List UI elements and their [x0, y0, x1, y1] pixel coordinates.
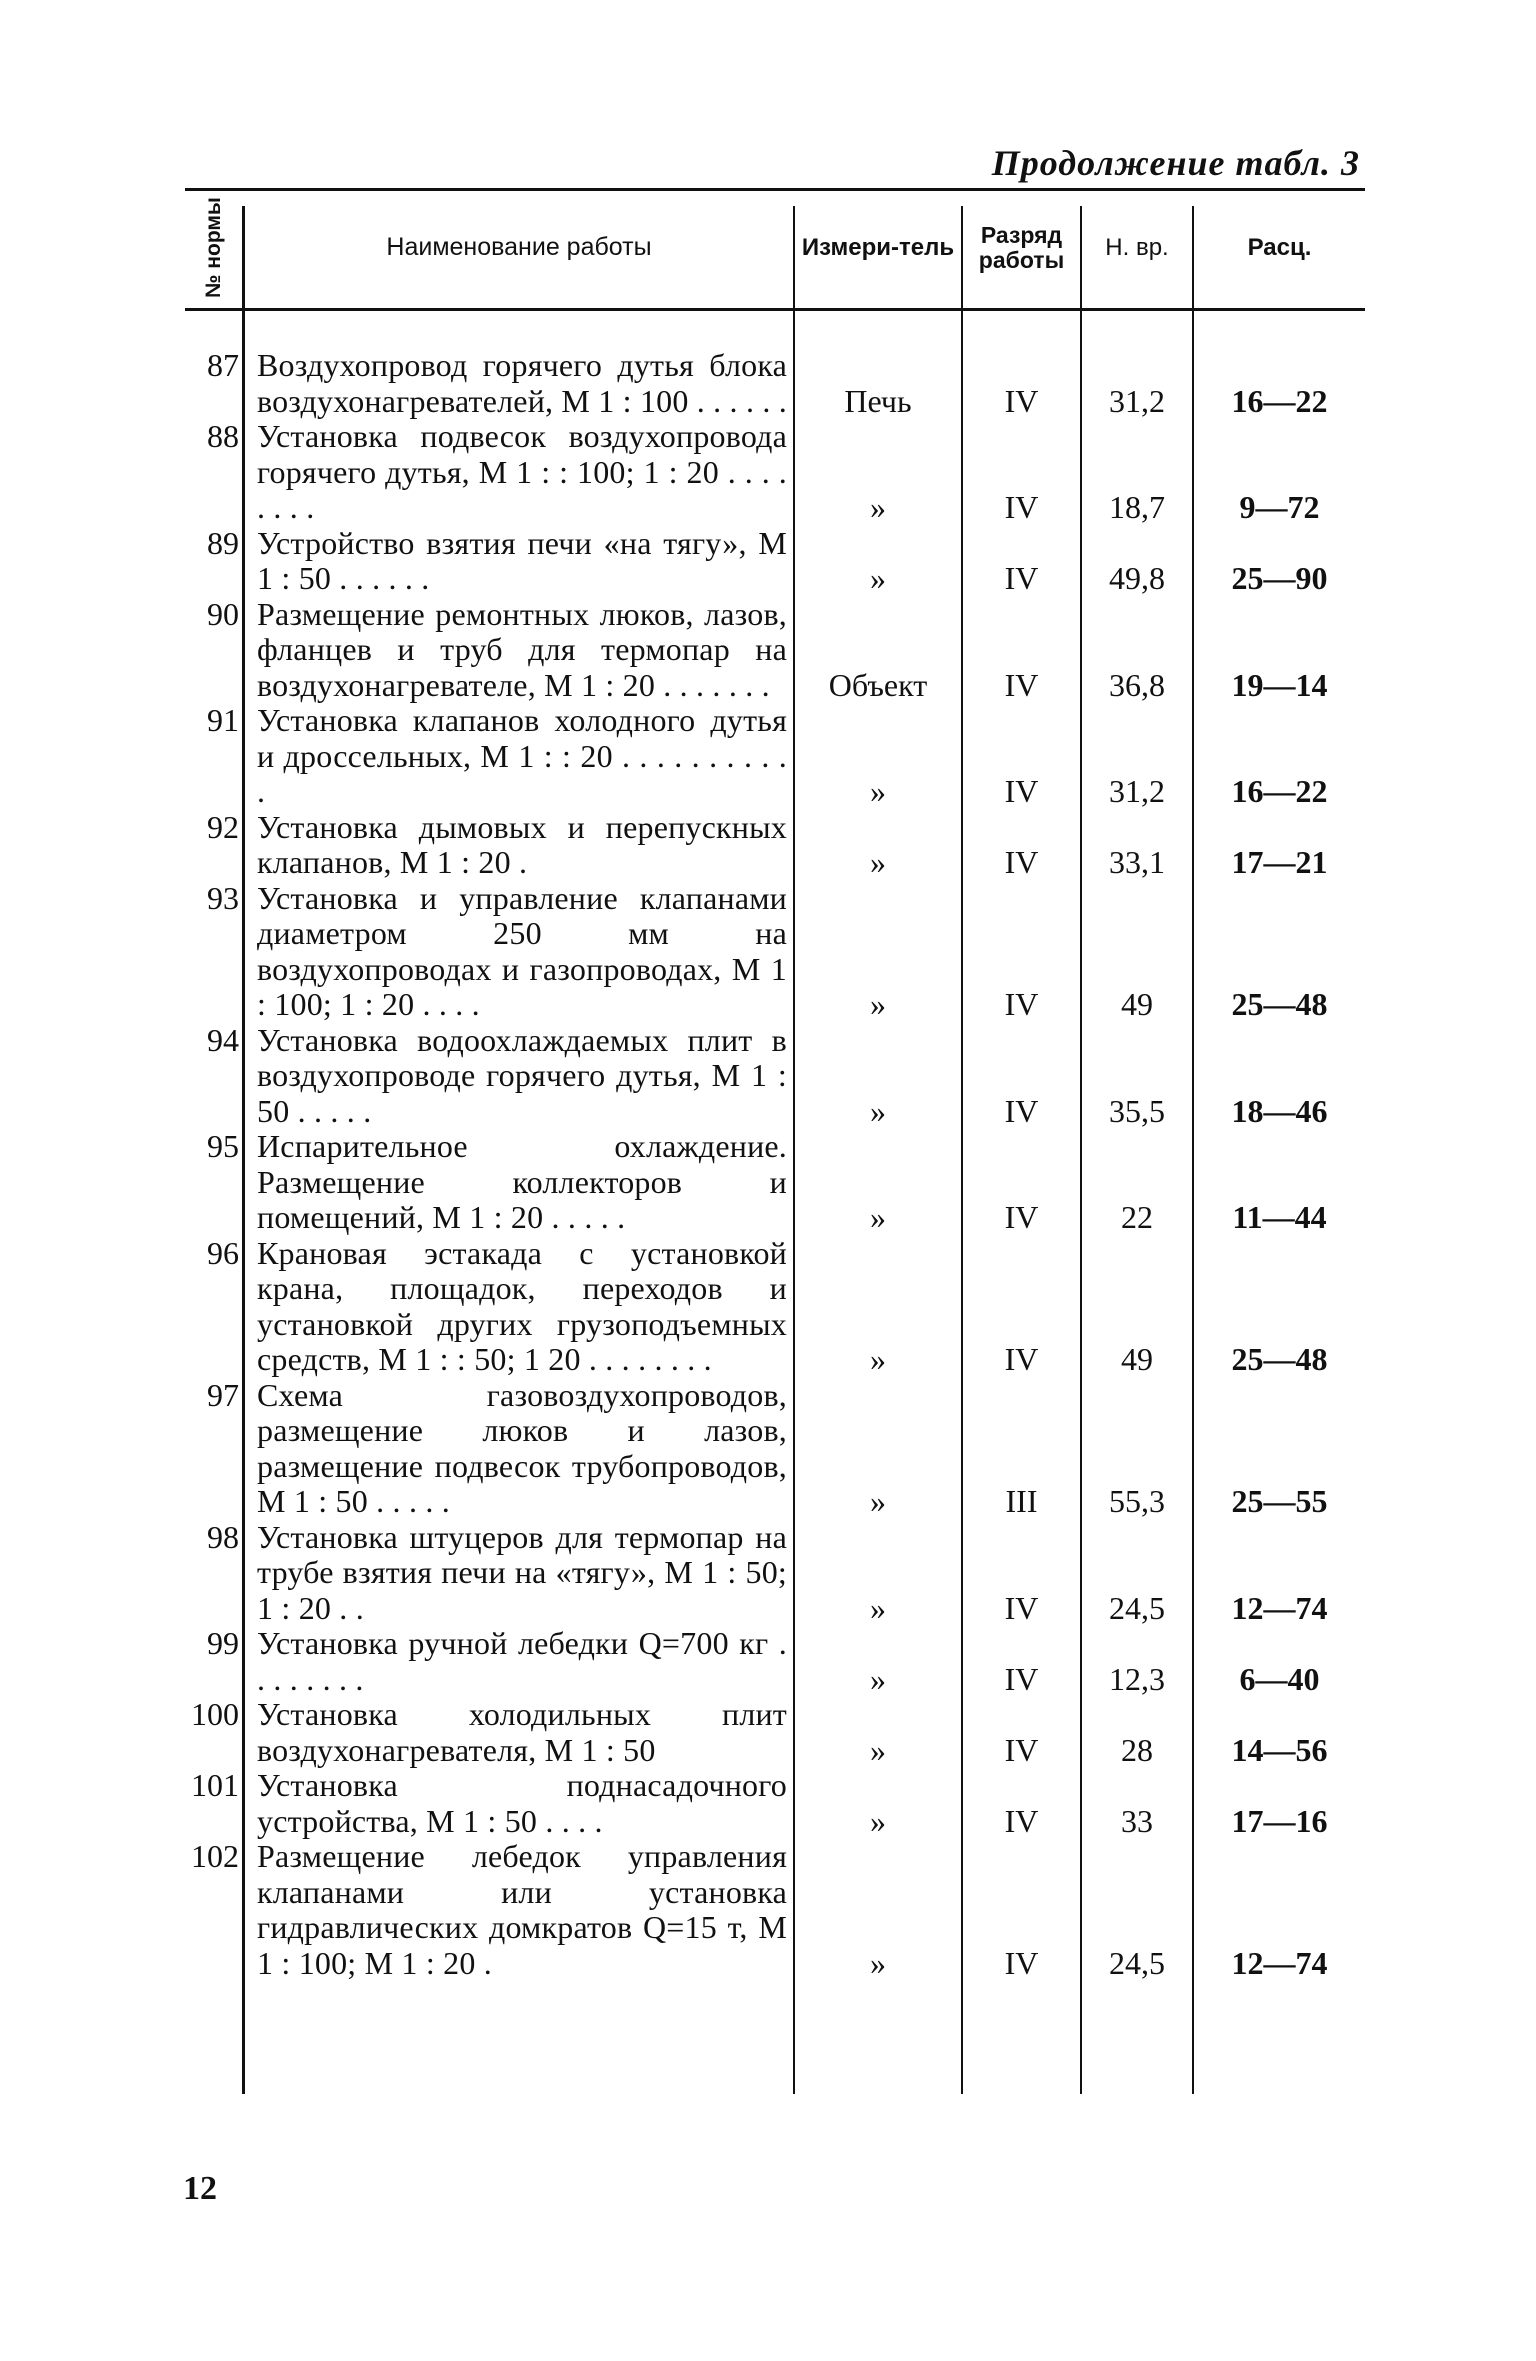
norm-number: 98 — [207, 1518, 239, 1555]
measure-unit: » — [870, 560, 886, 596]
table-row — [185, 526, 1365, 597]
rate-value: 25—90 — [1231, 560, 1328, 596]
table-header-bottom-rule — [185, 308, 1365, 311]
time-norm: 55,3 — [1109, 1483, 1165, 1519]
norm-number: 93 — [207, 879, 239, 916]
work-name: Установка ручной лебедки Q=700 кг . . . . . . . . — [257, 1625, 787, 1697]
column-header-rate: Расц. — [1247, 233, 1312, 261]
norm-number: 100 — [191, 1696, 239, 1732]
time-norm: 49,8 — [1109, 560, 1165, 596]
measure-unit: » — [870, 489, 886, 525]
time-norm: 35,5 — [1109, 1092, 1165, 1129]
work-grade: IV — [1004, 489, 1039, 525]
work-grade: IV — [1004, 560, 1039, 596]
table-row — [185, 1697, 1365, 1768]
column-header-number — [185, 188, 242, 308]
table-row — [185, 1236, 1365, 1378]
work-grade: IV — [1004, 1199, 1039, 1235]
rate-value: 17—16 — [1231, 1802, 1328, 1839]
work-grade: III — [1005, 1483, 1038, 1519]
work-grade: IV — [1004, 986, 1039, 1022]
time-norm: 18,7 — [1109, 489, 1165, 525]
table-row — [185, 1129, 1365, 1236]
work-name: Установка подвесок воздухопровода горячего дутья, М 1 : : 100; 1 : 20 . . . . . . . . — [257, 418, 787, 525]
work-name: Размещение ремонтных люков, лазов, фланцев и труб для термопар на воздухонагревателе, М 1 : 20 . . . . . . . — [257, 595, 787, 703]
work-grade: IV — [1004, 773, 1039, 809]
rate-value: 25—48 — [1231, 1341, 1328, 1377]
page-number: 12 — [183, 2170, 217, 2207]
rate-value: 14—56 — [1231, 1731, 1328, 1768]
measure-unit: » — [870, 1483, 886, 1519]
measure-unit: » — [870, 773, 886, 809]
measure-unit: » — [870, 1092, 886, 1129]
norm-number: 95 — [207, 1128, 239, 1164]
work-name: Крановая эстакада с установкой крана, площадок, переходов и установкой других грузоподъемных средств, М 1 : : 50; 1 20 . . . . . . . . — [257, 1234, 787, 1377]
column-header-hours: Н. вр. — [1105, 233, 1169, 261]
rate-value: 9—72 — [1239, 489, 1320, 525]
rate-value: 19—14 — [1231, 666, 1328, 703]
measure-unit: » — [870, 1660, 886, 1697]
table-continuation-caption: Продолжение табл. 3 — [991, 143, 1360, 183]
table-row — [185, 1520, 1365, 1627]
work-grade: IV — [1004, 1341, 1039, 1377]
time-norm: 31,2 — [1109, 773, 1165, 809]
table-row — [185, 1378, 1365, 1520]
rate-value: 25—55 — [1231, 1483, 1328, 1519]
measure-unit: » — [870, 844, 886, 880]
time-norm: 36,8 — [1109, 666, 1165, 703]
work-name: Схема газовоздухопроводов, размещение люков и лазов, размещение подвесок трубопроводов, М 1 : 50 . . . . . — [257, 1376, 787, 1519]
work-name: Установка клапанов холодного дутья и дроссельных, М 1 : : 20 . . . . . . . . . . . — [257, 702, 787, 809]
work-grade: IV — [1004, 1802, 1039, 1839]
column-header-number-label: № нормы — [201, 197, 225, 299]
norm-number: 91 — [207, 702, 239, 738]
measure-unit: » — [870, 1341, 886, 1377]
work-grade: IV — [1004, 844, 1039, 880]
rate-value: 6—40 — [1239, 1660, 1320, 1697]
norm-number: 97 — [207, 1376, 239, 1413]
norm-number: 87 — [207, 347, 239, 383]
work-grade: IV — [1004, 1660, 1039, 1697]
time-norm: 24,5 — [1109, 1589, 1165, 1626]
measure-unit: Объект — [828, 666, 928, 703]
time-norm: 28 — [1121, 1731, 1153, 1768]
rate-value: 16—22 — [1231, 773, 1328, 809]
work-name: Размещение лебедок управления клапанами или установка гидравлических домкратов Q=15 т, М 1 : 100; М 1 : 20 . — [257, 1838, 787, 1981]
work-name: Установка водоохлаждаемых плит в воздухопроводе горячего дутья, М 1 : 50 . . . . . — [257, 1021, 787, 1129]
work-name: Устройство взятия печи «на тягу», М 1 : 50 . . . . . . — [257, 524, 787, 596]
table-row — [185, 419, 1365, 526]
table-row — [185, 1626, 1365, 1697]
work-grade: IV — [1004, 382, 1039, 419]
work-name: Испарительное охлаждение. Размещение коллекторов и помещений, М 1 : 20 . . . . . — [257, 1128, 787, 1235]
measure-unit: » — [870, 1731, 886, 1768]
work-name: Установка и управление клапанами диаметром 250 мм на воздухопроводах и газопроводах, М 1 : 100; 1 : 20 . . . . — [257, 879, 787, 1022]
work-norms-table — [185, 188, 1365, 2094]
measure-unit: » — [870, 1199, 886, 1235]
measure-unit: » — [870, 1944, 886, 1981]
table-row — [185, 348, 1365, 419]
table-row — [185, 1023, 1365, 1130]
norm-number: 88 — [207, 418, 239, 454]
norm-number: 90 — [207, 595, 239, 632]
norm-number: 99 — [207, 1625, 239, 1661]
work-grade: IV — [1004, 1589, 1039, 1626]
column-header-unit: Измери-тель — [801, 233, 955, 261]
work-grade: IV — [1004, 1731, 1039, 1768]
table-row — [185, 1768, 1365, 1839]
norm-number: 94 — [207, 1021, 239, 1058]
work-grade: IV — [1004, 1944, 1039, 1981]
time-norm: 24,5 — [1109, 1944, 1165, 1981]
column-header-grade: Разряд работы — [978, 221, 1065, 273]
table-row — [185, 810, 1365, 881]
time-norm: 49 — [1121, 986, 1153, 1022]
measure-unit: » — [870, 986, 886, 1022]
time-norm: 49 — [1121, 1341, 1153, 1377]
table-row — [185, 703, 1365, 810]
work-name: Установка штуцеров для термопар на трубе взятия печи на «тягу», М 1 : 50; 1 : 20 . . — [257, 1518, 787, 1626]
work-name: Установка дымовых и перепускных клапанов, М 1 : 20 . — [257, 808, 787, 880]
column-header-name: Наименование работы — [386, 233, 652, 262]
table-body — [185, 348, 1365, 1981]
table-row — [185, 597, 1365, 704]
rate-value: 18—46 — [1231, 1092, 1328, 1129]
norm-number: 102 — [191, 1838, 239, 1874]
time-norm: 31,2 — [1109, 382, 1165, 419]
rate-value: 17—21 — [1231, 844, 1328, 880]
time-norm: 33,1 — [1109, 844, 1165, 880]
measure-unit: » — [870, 1802, 886, 1839]
table-row — [185, 1839, 1365, 1981]
work-name: Воздухопровод горячего дутья блока воздухонагревателей, М 1 : 100 . . . . . . — [257, 347, 787, 419]
norm-number: 96 — [207, 1234, 239, 1271]
norm-number: 92 — [207, 808, 239, 845]
rate-value: 16—22 — [1231, 382, 1328, 419]
work-grade: IV — [1004, 1092, 1039, 1129]
work-name: Установка холодильных плит воздухонагревателя, М 1 : 50 — [257, 1696, 787, 1768]
work-grade: IV — [1004, 666, 1039, 703]
work-name: Установка поднасадочного устройства, М 1 : 50 . . . . — [257, 1767, 787, 1839]
rate-value: 12—74 — [1231, 1589, 1328, 1626]
time-norm: 33 — [1121, 1802, 1153, 1839]
table-row — [185, 881, 1365, 1023]
norm-number: 101 — [191, 1767, 239, 1803]
norm-number: 89 — [207, 524, 239, 561]
rate-value: 12—74 — [1231, 1944, 1328, 1981]
measure-unit: Печь — [844, 382, 912, 419]
time-norm: 22 — [1121, 1199, 1153, 1235]
measure-unit: » — [870, 1589, 886, 1626]
rate-value: 11—44 — [1232, 1199, 1327, 1235]
time-norm: 12,3 — [1109, 1660, 1165, 1697]
rate-value: 25—48 — [1231, 986, 1328, 1022]
